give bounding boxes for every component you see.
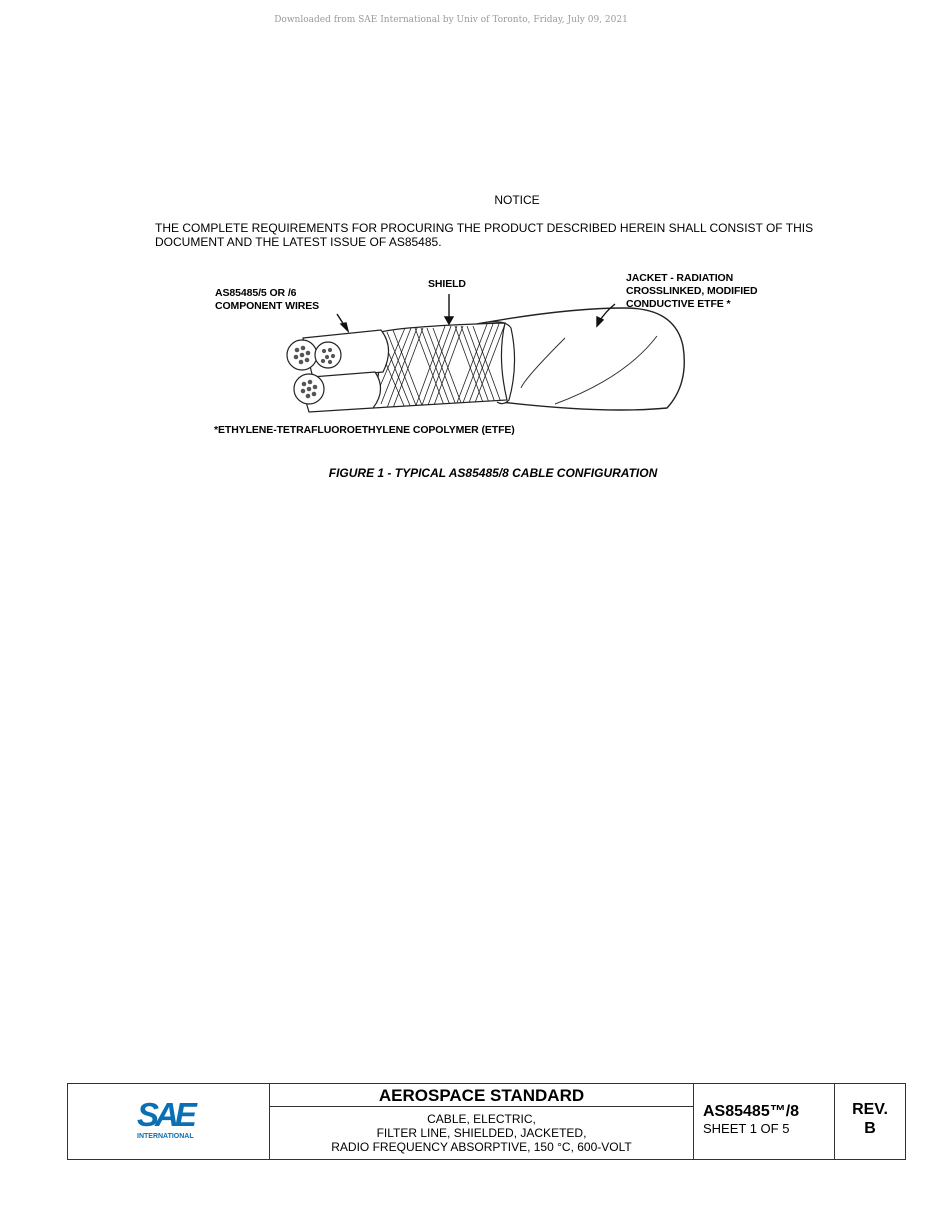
sae-logo-text: SAE	[137, 1098, 193, 1133]
braided-shield	[365, 318, 515, 413]
title-block	[67, 1083, 906, 1160]
sae-logo-cell	[68, 1084, 270, 1159]
etfe-footnote: *ETHYLENE-TETRAFLUOROETHYLENE COPOLYMER (ETFE)	[214, 424, 515, 436]
description-line: CABLE, ELECTRIC,	[427, 1112, 536, 1126]
revision-value: B	[864, 1120, 876, 1137]
notice-text	[155, 221, 855, 249]
revision-label: REV.	[852, 1101, 888, 1118]
title-center	[270, 1084, 694, 1159]
document-cell	[694, 1084, 835, 1159]
standard-heading: AEROSPACE STANDARD	[270, 1084, 693, 1107]
shield-label: SHIELD	[428, 278, 466, 290]
notice-title: NOTICE	[494, 193, 540, 207]
jacket-label	[626, 272, 758, 311]
sae-logo-subtext: INTERNATIONAL	[137, 1133, 194, 1140]
label-line: AS85485/5 OR /6	[215, 287, 297, 299]
standard-description	[270, 1107, 693, 1154]
figure-caption: FIGURE 1 - TYPICAL AS85485/8 CABLE CONFIGURATION	[328, 466, 658, 480]
download-watermark: Downloaded from SAE International by Univ of Toronto, Friday, July 09, 2021	[274, 15, 628, 25]
label-line: COMPONENT WIRES	[215, 300, 320, 312]
cable-figure	[205, 268, 795, 446]
sheet-number: SHEET 1 OF 5	[703, 1121, 790, 1136]
component-wires-label	[215, 287, 319, 313]
revision-cell	[835, 1084, 905, 1159]
notice-line: DOCUMENT AND THE LATEST ISSUE OF AS85485.	[155, 235, 442, 249]
notice-line: THE COMPLETE REQUIREMENTS FOR PROCURING THE PRODUCT DESCRIBED HEREIN SHALL CONSIST OF THIS	[155, 221, 814, 235]
description-line: RADIO FREQUENCY ABSORPTIVE, 150 °C, 600-VOLT	[331, 1140, 632, 1154]
description-line: FILTER LINE, SHIELDED, JACKETED,	[376, 1126, 587, 1140]
document-number: AS85485™/8	[703, 1103, 800, 1120]
label-line: JACKET - RADIATION	[626, 272, 734, 284]
label-line: CROSSLINKED, MODIFIED	[626, 285, 758, 297]
label-line: CONDUCTIVE ETFE *	[626, 298, 731, 310]
sae-logo	[136, 1098, 206, 1142]
component-wires	[287, 330, 389, 412]
